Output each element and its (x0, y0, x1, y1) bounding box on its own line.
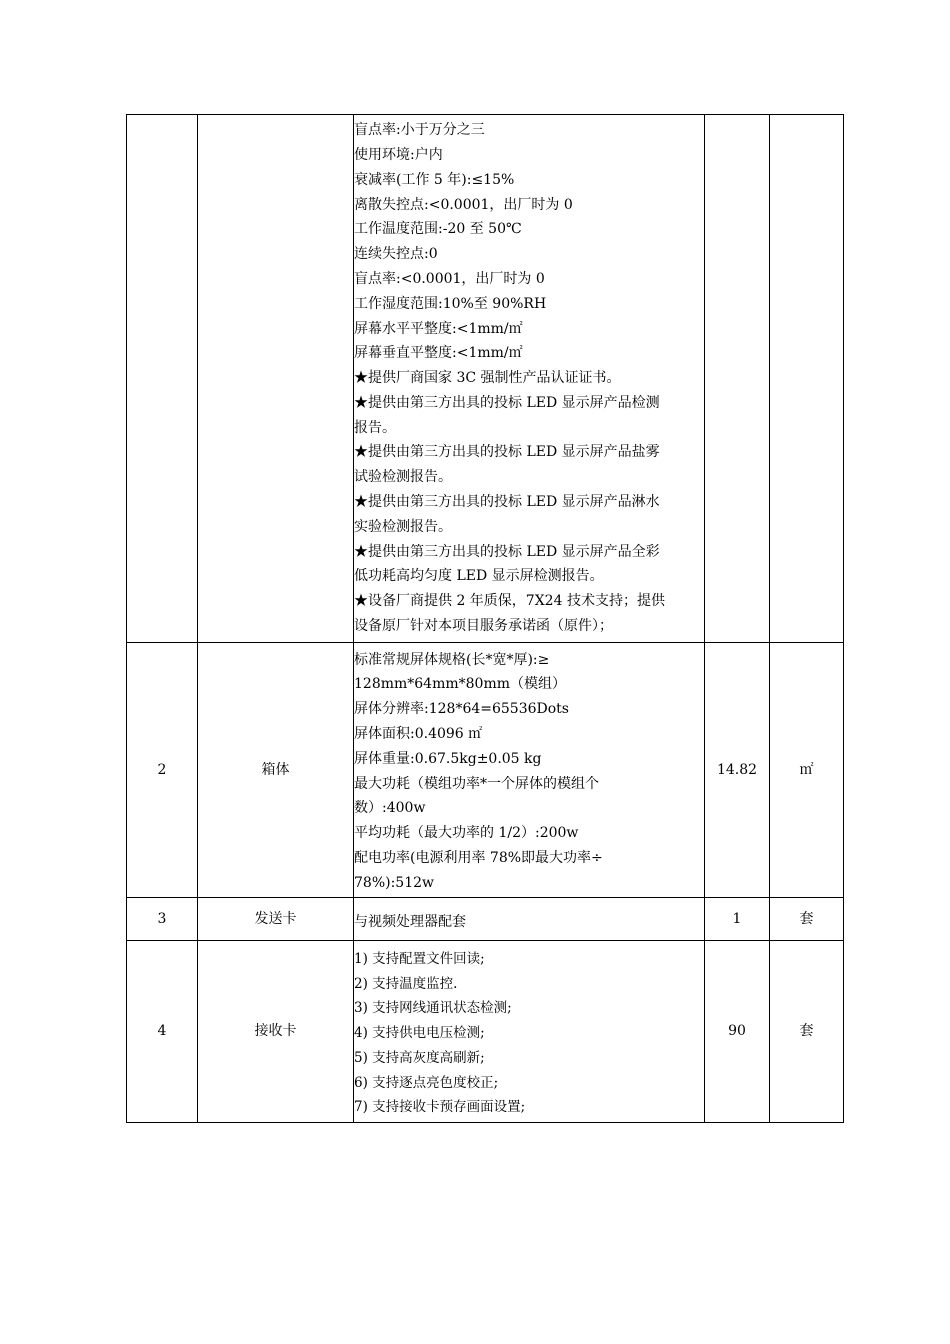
row-quantity-cell: 14.82 (705, 643, 770, 898)
description-line: 最大功耗（模组功率*一个屏体的模组个 (354, 775, 599, 792)
table-row (127, 941, 844, 1123)
description-line: 连续失控点:0 (354, 246, 438, 263)
description-line: ★提供由第三方出具的投标 LED 显示屏产品淋水 (354, 494, 660, 511)
row-name-cell: 发送卡 (198, 898, 354, 941)
description-line: ★提供由第三方出具的投标 LED 显示屏产品检测 (354, 394, 660, 411)
row-name-cell: 箱体 (198, 643, 354, 898)
row-unit-cell: 套 (770, 941, 844, 1123)
description-line: 2) 支持温度监控. (354, 975, 458, 992)
description-line: 5) 支持高灰度高刷新; (354, 1049, 485, 1066)
row-description-cell (354, 898, 705, 941)
description-line: ★提供由第三方出具的投标 LED 显示屏产品全彩 (354, 543, 660, 560)
row-quantity-cell: 1 (705, 898, 770, 941)
row-index-cell: 2 (127, 643, 198, 898)
row-quantity-cell: 90 (705, 941, 770, 1123)
description-line: 使用环境:户内 (354, 146, 443, 163)
description-line: 设备原厂针对本项目服务承诺函（原件）； (354, 618, 613, 635)
row-description-cell (354, 643, 705, 898)
row-description-cell (354, 941, 705, 1123)
description-line: 平均功耗（最大功率的 1/2）:200w (354, 825, 579, 842)
table-row (127, 898, 844, 941)
description-line: 盲点率:<0.0001，出厂时为 0 (354, 270, 545, 287)
description-line: 1) 支持配置文件回读; (354, 950, 485, 967)
table-row (127, 115, 844, 643)
row-index-cell (127, 115, 198, 643)
description-line: ★提供由第三方出具的投标 LED 显示屏产品盐雾 (354, 444, 660, 461)
description-line: 实验检测报告。 (354, 518, 452, 535)
description-line: 与视频处理器配套 (354, 913, 466, 930)
description-line: 盲点率:小于万分之三 (354, 122, 485, 139)
description-line: 离散失控点:<0.0001，出厂时为 0 (354, 196, 573, 213)
row-description-cell (354, 115, 705, 643)
table-row (127, 643, 844, 898)
description-line: 屏幕垂直平整度:<1mm/㎡ (354, 345, 523, 362)
row-quantity-cell (705, 115, 770, 643)
row-name-cell (198, 115, 354, 643)
description-line: 78%):512w (354, 874, 435, 891)
description-line: 配电功率(电源利用率 78%即最大功率÷ (354, 849, 603, 866)
description-line: 屏体面积:0.4096 ㎡ (354, 725, 483, 742)
description-line: 3) 支持网线通讯状态检测; (354, 1000, 512, 1017)
description-line: 128mm*64mm*80mm（模组） (354, 676, 567, 693)
row-unit-cell: 套 (770, 898, 844, 941)
description-line: 4) 支持供电电压检测; (354, 1025, 485, 1042)
description-line: ★设备厂商提供 2 年质保，7X24 技术支持；提供 (354, 593, 665, 610)
row-unit-cell: ㎡ (770, 643, 844, 898)
description-line: 6) 支持逐点亮色度校正; (354, 1074, 499, 1091)
description-line: 报告。 (354, 419, 396, 436)
description-line: 标准常规屏体规格(长*宽*厚):≥ (354, 651, 550, 668)
description-line: 数）:400w (354, 800, 426, 817)
description-line: 工作温度范围:-20 至 50℃ (354, 221, 522, 238)
spec-table (126, 114, 844, 1123)
description-line: ★提供厂商国家 3C 强制性产品认证证书。 (354, 370, 621, 387)
description-line: 试验检测报告。 (354, 469, 452, 486)
description-line: 屏体分辨率:128*64=65536Dots (354, 701, 569, 718)
row-name-cell: 接收卡 (198, 941, 354, 1123)
description-line: 衰减率(工作 5 年):≤15% (354, 171, 515, 188)
description-line: 7) 支持接收卡预存画面设置; (354, 1099, 526, 1116)
description-line: 屏幕水平平整度:<1mm/㎡ (354, 320, 523, 337)
description-line: 屏体重量:0.67.5kg±0.05 kg (354, 750, 542, 767)
description-line: 工作湿度范围:10%至 90%RH (354, 295, 547, 312)
description-line: 低功耗高均匀度 LED 显示屏检测报告。 (354, 568, 604, 585)
row-index-cell: 3 (127, 898, 198, 941)
row-index-cell: 4 (127, 941, 198, 1123)
row-unit-cell (770, 115, 844, 643)
